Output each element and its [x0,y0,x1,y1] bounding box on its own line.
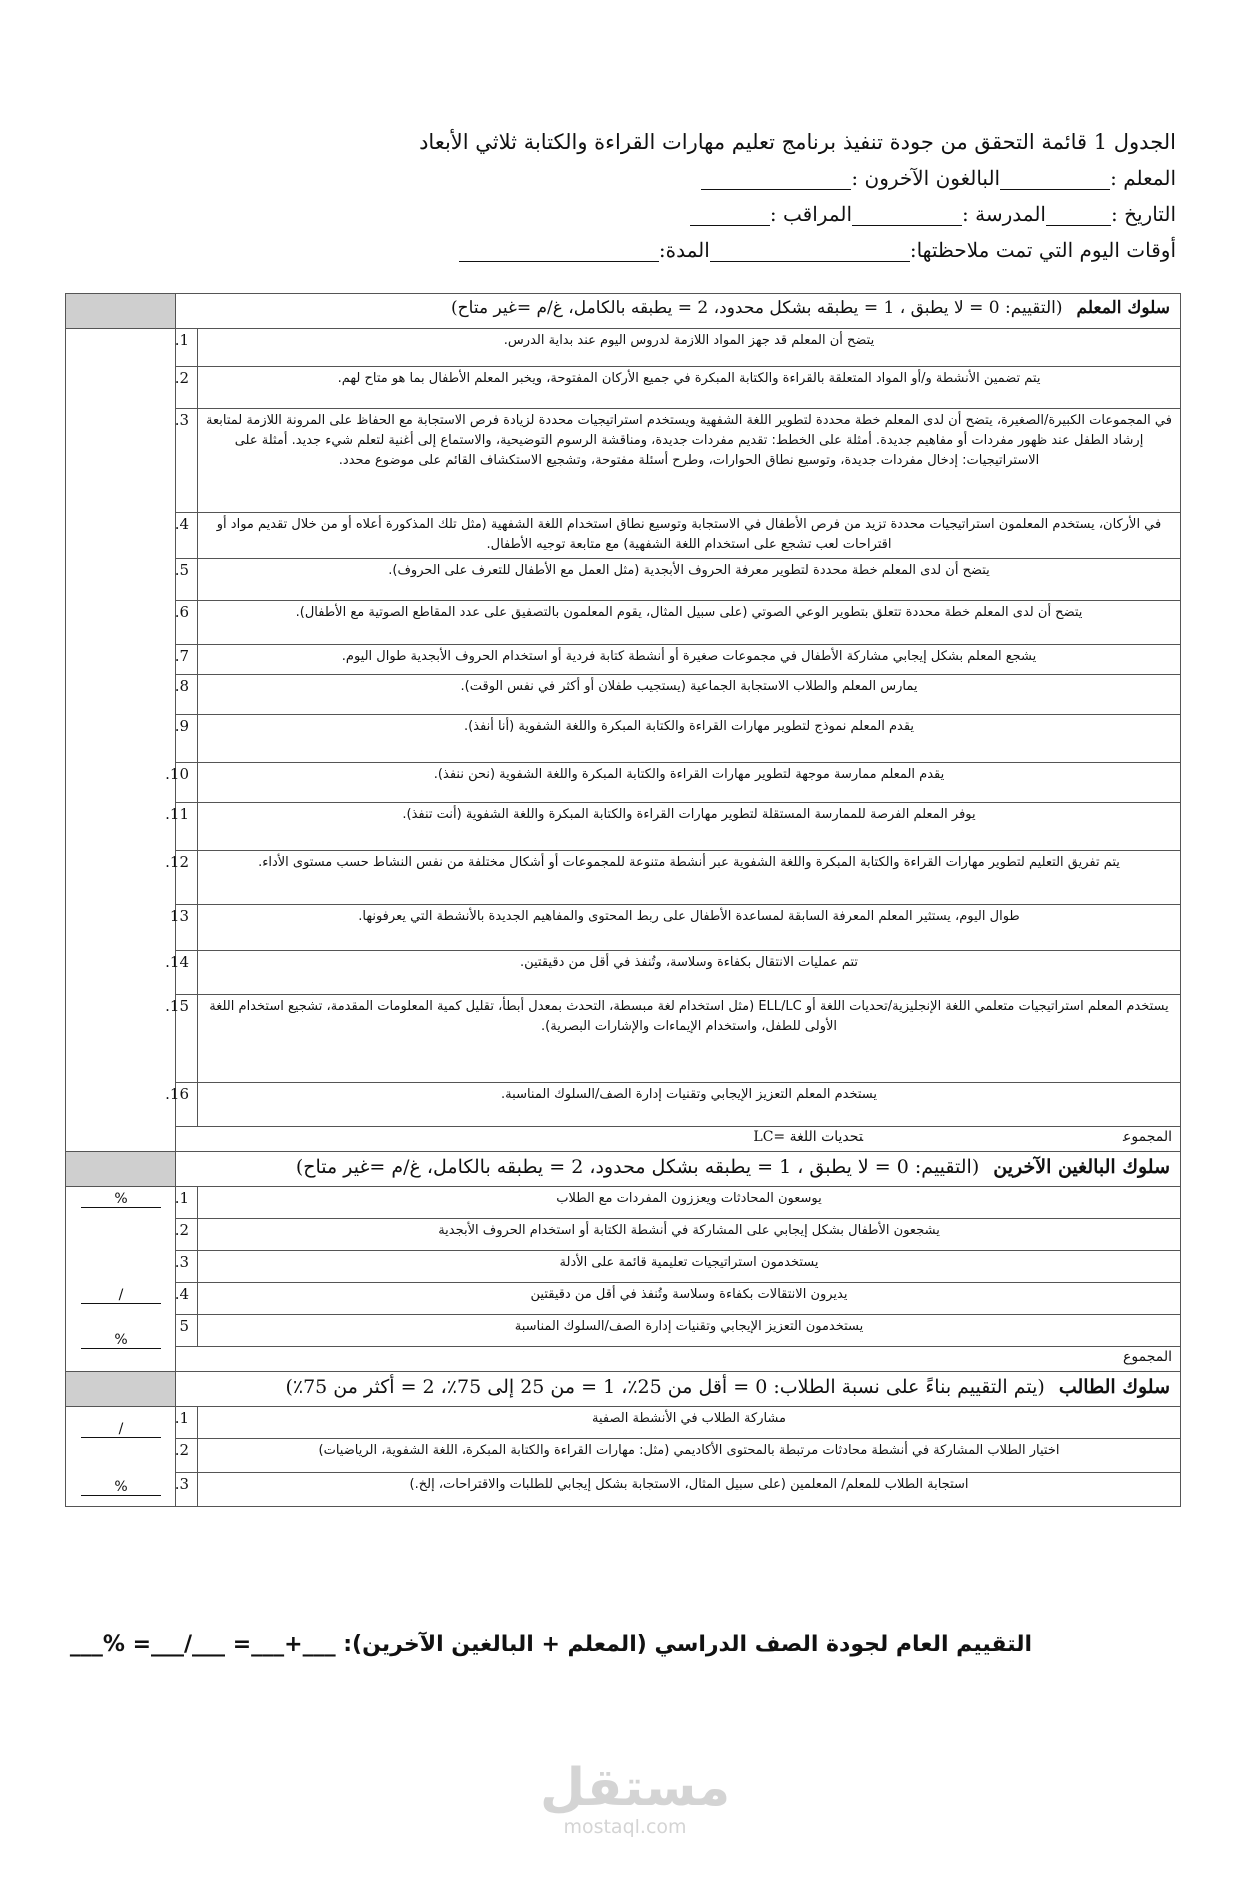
item-text: يتم تضمين الأنشطة و/أو المواد المتعلقة بالقراءة والكتابة المبكرة في جميع الأركان المفتوحة، ويخبر المعلم الأطفال بما هو متاح لهم. [198,367,1181,409]
observer-label: المراقب : [769,202,853,226]
item-text: يمارس المعلم والطلاب الاستجابة الجماعية (يستجيب طفلان أو أكثر في نفس الوقت). [198,675,1181,715]
item-number: 3. [176,409,198,513]
item-text: يقدم المعلم ممارسة موجهة لتطوير مهارات القراءة والكتابة المبكرة واللغة الشفوية (نحن ننفذ). [198,763,1181,803]
checklist-row [66,1473,1181,1507]
checklist-row [66,803,1181,851]
section-title: سلوك البالغين الآخرين [993,1156,1171,1178]
item-text: مشاركة الطلاب في الأنشطة الصفية [198,1407,1181,1439]
checklist-row [66,905,1181,951]
section-title-cell [176,1372,1181,1407]
total-row [66,1127,1181,1152]
watermark-logo: مستقل [540,1758,731,1818]
section-rating: (التقييم: 0 = لا يطبق ، 1 = يطبقه بشكل محدود، 2 = يطبقه بالكامل، غ/م =غير متاح) [451,298,1063,318]
item-number: 11. [176,803,198,851]
item-text: يتم تفريق التعليم لتطوير مهارات القراءة والكتابة المبكرة واللغة الشفوية عبر أنشطة متنوعة للمجموعات أو أشكال مختلفة من نفس النشاط حسب مستوى الأداء. [198,851,1181,905]
checklist-row [66,601,1181,645]
item-number: 2. [176,367,198,409]
item-text: تتم عمليات الانتقال بكفاءة وسلاسة، وتُنفذ في أقل من دقيقتين. [198,951,1181,995]
item-text: يتضح أن لدى المعلم خطة محددة لتطوير معرفة الحروف الأبجدية (مثل العمل مع الأطفال للتعرف على الحروف). [198,559,1181,601]
item-text: يشجع المعلم بشكل إيجابي مشاركة الأطفال في مجموعات صغيرة أو أنشطة كتابة فردية أو استخدام الحروف الأبجدية طوال اليوم. [198,645,1181,675]
score-cell [66,1407,176,1507]
score-percent[interactable]: % [81,1479,161,1496]
checklist-row [66,995,1181,1083]
date-blank [1046,207,1111,226]
times-blank [710,243,910,262]
checklist-row [66,1283,1181,1315]
times-line [76,238,1176,262]
times-label: أوقات اليوم التي تمت ملاحظتها: [909,238,1176,262]
checklist-row [66,329,1181,367]
item-number: 9. [176,715,198,763]
item-number: 7. [176,645,198,675]
teacher-line [76,166,1176,190]
total-row [66,1347,1181,1372]
item-text: يقدم المعلم نموذج لتطوير مهارات القراءة والكتابة المبكرة واللغة الشفوية (أنا أنفذ). [198,715,1181,763]
watermark [540,1758,731,1838]
checklist-row [66,367,1181,409]
checklist-row [66,763,1181,803]
total-label: المجموع [1123,1129,1173,1145]
item-text: يتضح أن المعلم قد جهز المواد اللازمة لدروس اليوم عند بداية الدرس. [198,329,1181,367]
title-text: الجدول 1 قائمة التحقق من جودة تنفيذ برنامج تعليم مهارات القراءة والكتابة ثلاثي الأبعاد [419,130,1176,154]
observer-blank [690,207,770,226]
teacher-blank [1000,171,1110,190]
total-cell [176,1347,1181,1372]
teacher-label: المعلم : [1110,166,1176,190]
item-text: في الأركان، يستخدم المعلمون استراتيجيات محددة تزيد من فرص الأطفال في الاستجابة وتوسيع نطاق استخدام اللغة الشفهية (مثل تلك المذكورة أعلاه أو من خلال تقديم مواد أو اقتراحات لعب تشجع على استخدام اللغة الشفهية) مع متابعة توجيه الأطفال. [198,513,1181,559]
checklist-row [66,1315,1181,1347]
item-number: 12. [176,851,198,905]
item-number: 16. [176,1083,198,1127]
score-cell [66,329,176,1207]
checklist-row [66,1187,1181,1219]
item-text: يستخدم المعلم استراتيجيات متعلمي اللغة الإنجليزية/تحديات اللغة أو ELL/LC (مثل استخدام لغة مبسطة، التحدث بمعدل أبطأ، تقليل كمية المعلومات المقدمة، تشجيع استخدام اللغة الأولى للطفل، واستخدام الإيماءات والإشارات البصرية). [198,995,1181,1083]
item-number: 1. [176,329,198,367]
item-number: 3. [176,1251,198,1283]
students-section-header [66,1372,1181,1407]
item-text: يديرون الانتقالات بكفاءة وسلاسة وتُنفذ في أقل من دقيقتين [198,1283,1181,1315]
final-rating: التقييم العام لجودة الصف الدراسي (المعلم + البالغين الآخرين): ___+___= ___/___= %___ [69,1632,1032,1657]
checklist-row [66,1083,1181,1127]
checklist-row [66,1407,1181,1439]
other-adults-label: البالغون الآخرون : [851,166,1001,190]
other-adults-blank [701,171,851,190]
section-title: سلوك الطالب [1058,1376,1171,1398]
item-text: استجابة الطلاب للمعلم/ المعلمين (على سبيل المثال، الاستجابة بشكل إيجابي للطلبات والاقتراحات، إلخ.) [198,1473,1181,1507]
section-rating: (يتم التقييم بناءً على نسبة الطلاب: 0 = أقل من 25٪، 1 = من 25 إلى 75٪، 2 = أكثر من 75٪) [285,1376,1045,1398]
item-text: يستخدمون التعزيز الإيجابي وتقنيات إدارة الصف/السلوك المناسبة [198,1315,1181,1347]
item-number: 15. [176,995,198,1083]
checklist-row [66,513,1181,559]
total-cell [176,1127,1181,1152]
date-label: التاريخ : [1110,202,1176,226]
school-blank [852,207,962,226]
item-number: 5 [176,1315,198,1347]
item-text: في المجموعات الكبيرة/الصغيرة، يتضح أن لدى المعلم خطة محددة لتطوير اللغة الشفهية ويستخدم استراتيجيات محددة لزيادة فرص الاستجابة مع الحفاظ على المرونة اللازمة لمتابعة إرشاد الطفل عند ظهور مفردات أو مفاهيم جديدة. أمثلة على الخطط: تقديم مفردات جديدة، ومناقشة الرسوم التوضيحية، والاستماع إلى أغنية لتعلم شيء جديد. أمثلة على الاستراتيجيات: إدخال مفردات جديدة، وتوسيع نطاق الحوارات، وطرح أسئلة مفتوحة، وتشجيع الاستكشاف القائم على موضوع محدد. [198,409,1181,513]
item-text: اختيار الطلاب المشاركة في أنشطة محادثات مرتبطة بالمحتوى الأكاديمي (مثل: مهارات القراءة والكتابة المبكرة، اللغة الشفوية، الرياضيات) [198,1439,1181,1473]
item-number: 14. [176,951,198,995]
score-slash[interactable]: / [81,1421,161,1438]
item-number: 4. [176,1283,198,1315]
item-number: 6. [176,601,198,645]
item-number: 8. [176,675,198,715]
duration-blank [459,243,659,262]
section-title: سلوك المعلم [1076,298,1171,318]
score-percent[interactable]: % [81,1191,161,1208]
item-text: طوال اليوم، يستثير المعلم المعرفة السابقة لمساعدة الأطفال على ربط المحتوى والمفاهيم الجديدة بالأنشطة التي يعرفونها. [198,905,1181,951]
item-number: 4. [176,513,198,559]
section-title-cell [176,1152,1181,1187]
item-number: 2. [176,1219,198,1251]
score-header-cell [66,1152,176,1187]
score-header-cell [66,294,176,329]
lc-note: تحديات اللغة =LC [753,1129,864,1145]
item-number: 1. [176,1187,198,1219]
item-number: 5. [176,559,198,601]
total-label: المجموع [1123,1349,1173,1365]
checklist-row [66,559,1181,601]
checklist-row [66,715,1181,763]
item-text: يستخدم المعلم التعزيز الإيجابي وتقنيات إدارة الصف/السلوك المناسبة. [198,1083,1181,1127]
item-number: 10. [176,763,198,803]
item-text: يوسعون المحادثات ويعززون المفردات مع الطلاب [198,1187,1181,1219]
score-cell [66,1187,176,1372]
duration-label: المدة: [658,238,710,262]
item-text: يتضح أن لدى المعلم خطة محددة تتعلق بتطوير الوعي الصوتي (على سبيل المثال، يقوم المعلمون بالتصفيق على عدد المقاطع الصوتية مع الأطفال). [198,601,1181,645]
checklist-row [66,851,1181,905]
item-text: يوفر المعلم الفرصة للممارسة المستقلة لتطوير مهارات القراءة والكتابة المبكرة واللغة الشفوية (أنت تنفذ). [198,803,1181,851]
score-slash[interactable]: / [81,1287,161,1304]
section-title-cell [176,294,1181,329]
checklist-table [65,293,1181,1507]
item-text: يستخدمون استراتيجيات تعليمية قائمة على الأدلة [198,1251,1181,1283]
section-rating: (التقييم: 0 = لا يطبق ، 1 = يطبقه بشكل محدود، 2 = يطبقه بالكامل، غ/م =غير متاح) [295,1156,980,1178]
checklist-row [66,409,1181,513]
checklist-row [66,951,1181,995]
checklist-row [66,1251,1181,1283]
school-label: المدرسة : [962,202,1046,226]
score-percent[interactable]: % [81,1332,161,1349]
checklist-row [66,645,1181,675]
item-number: 1. [176,1407,198,1439]
checklist-row [66,1439,1181,1473]
item-text: يشجعون الأطفال بشكل إيجابي على المشاركة في أنشطة الكتابة أو استخدام الحروف الأبجدية [198,1219,1181,1251]
item-number: 3. [176,1473,198,1507]
date-line [76,202,1176,226]
score-header-cell [66,1372,176,1407]
watermark-domain: mostaql.com [563,1816,687,1838]
adults-section-header [66,1152,1181,1187]
teacher-section-header [66,294,1181,329]
checklist-row [66,1219,1181,1251]
document-title [76,130,1176,154]
checklist-row [66,675,1181,715]
item-number: 2. [176,1439,198,1473]
item-number: 13 [176,905,198,951]
